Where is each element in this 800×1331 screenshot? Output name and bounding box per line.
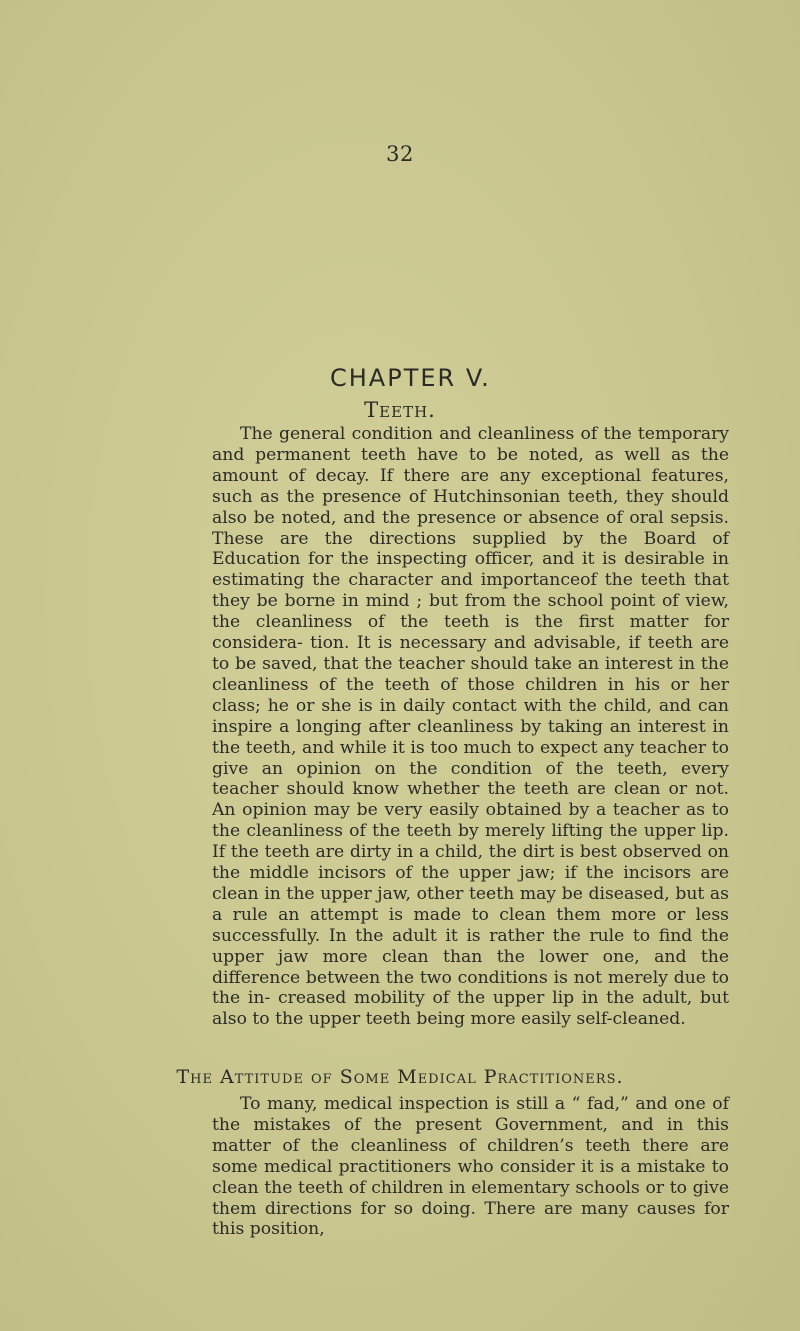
section-title-attitude: The Attitude of Some Medical Practitioners. <box>176 1066 624 1088</box>
chapter-heading: CHAPTER V. <box>330 364 491 392</box>
paragraph-teeth: The general condition and cleanliness of the temporary and permanent teeth have to be noted, as well as the amount of decay. If there are any exceptional features, such as the presence of Hutchinsonian teeth, they should also be noted, and the presence or absence of oral sepsis. These are the directions supplied by the Board of Education for the inspecting officer, and it is desirable in estimating the character and importanceof the teeth that they be borne in mind ; but from the school point of view, the cleanliness of the teeth is the first matter for considera- tion. It is necessary and advisable, if teeth are to be saved, that the teacher should take an interest in the cleanliness of the teeth of those children in his or her class; he or she is in daily contact with the child, and can inspire a longing after cleanliness by taking an interest in the teeth, and while it is too much to expect any teacher to give an opinion on the condition of the teeth, every teacher should know whether the teeth are clean or not. An opinion may be very easily obtained by a teacher as to the cleanliness of the teeth by merely lifting the upper lip. If the teeth are dirty in a child, the dirt is best observed on the middle incisors of the upper jaw; if the incisors are clean in the upper jaw, other teeth may be diseased, but as a rule an attempt is made to clean them more or less successfully. In the adult it is rather the rule to find the upper jaw more clean than the lower one, and the difference between the two conditions is not merely due to the in- creased mobility of the upper lip in the adult, but also to the upper teeth being more easily self-cleaned. <box>212 424 729 1030</box>
paragraph-attitude: To many, medical inspection is still a “ fad,” and one of the mistakes of the present Government, and in this matter of the cleanliness of children’s teeth there are some medical practitioners who consider it is a mistake to clean the teeth of children in elementary schools or to give them directions for so doing. There are many causes for this position, <box>212 1094 729 1240</box>
page-number: 32 <box>386 142 414 166</box>
section-title-teeth: Teeth. <box>364 398 436 422</box>
